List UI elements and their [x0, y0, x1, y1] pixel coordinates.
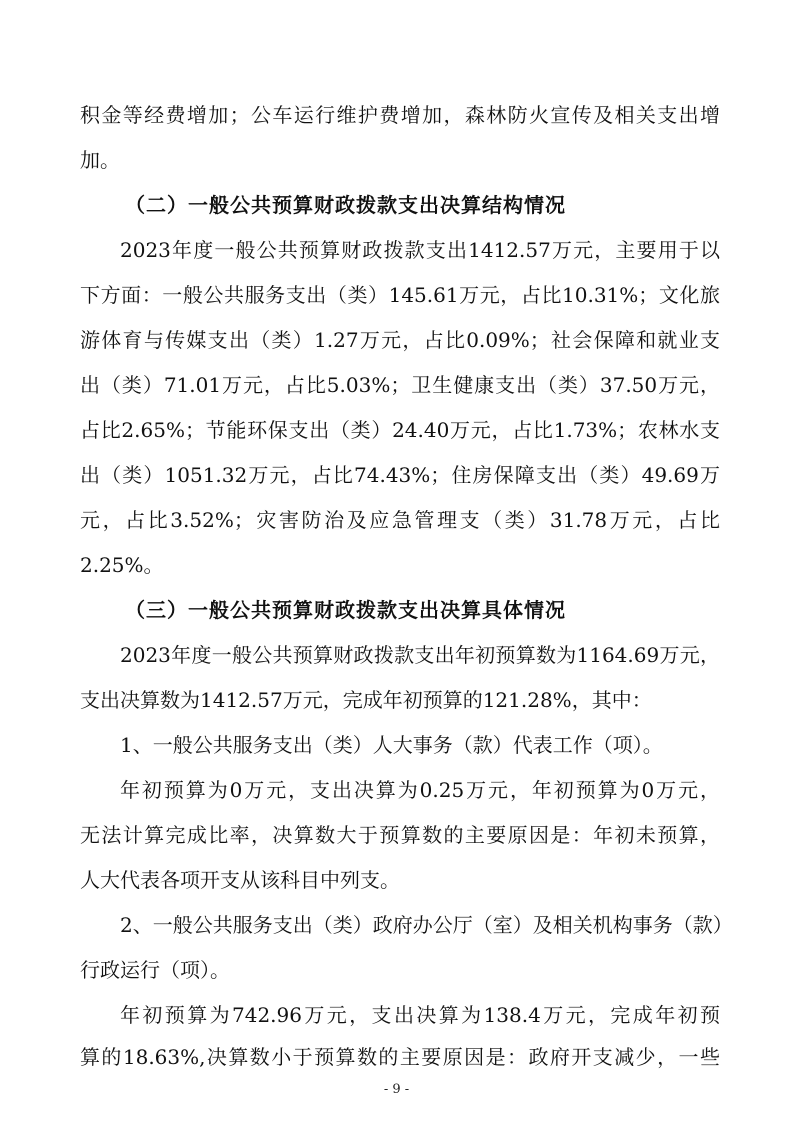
- item-heading-1: 1、一般公共服务支出（类）人大事务（款）代表工作（项）。: [120, 733, 663, 757]
- paragraph-line: 无法计算完成比率，决算数大于预算数的主要原因是：年初未预算，: [80, 823, 720, 847]
- paragraph-line: 游体育与传媒支出（类）1.27万元，占比0.09%；社会保障和就业支: [80, 328, 720, 352]
- item-heading-2: 2、一般公共服务支出（类）政府办公厅（室）及相关机构事务（款）: [120, 913, 733, 937]
- paragraph-line: 算的18.63%,决算数小于预算数的主要原因是：政府开支减少，一些: [80, 1045, 720, 1069]
- paragraph-line: 人大代表各项开支从该科目中列支。: [80, 868, 400, 892]
- paragraph-line: 出（类）1051.32万元，占比74.43%；住房保障支出（类）49.69万: [80, 463, 720, 487]
- paragraph-line: 加。: [80, 148, 120, 172]
- paragraph-line: 积金等经费增加；公车运行维护费增加，森林防火宣传及相关支出增: [80, 103, 720, 127]
- paragraph-line: 2023年度一般公共预算财政拨款支出1412.57万元，主要用于以: [120, 238, 720, 262]
- paragraph-line: 元，占比3.52%；灾害防治及应急管理支（类）31.78万元，占比: [80, 508, 720, 532]
- paragraph-line: 2.25%。: [80, 553, 164, 577]
- paragraph-line: 年初预算为0万元，支出决算为0.25万元，年初预算为0万元，: [120, 778, 720, 802]
- paragraph-line: 2023年度一般公共预算财政拨款支出年初预算数为1164.69万元，: [120, 643, 720, 667]
- section-heading-3: （三）一般公共预算财政拨款支出决算具体情况: [125, 598, 566, 622]
- paragraph-line: 出（类）71.01万元，占比5.03%；卫生健康支出（类）37.50万元，: [80, 373, 720, 397]
- section-heading-2: （二）一般公共预算财政拨款支出决算结构情况: [125, 193, 566, 217]
- paragraph-line: 下方面：一般公共服务支出（类）145.61万元，占比10.31%；文化旅: [80, 283, 720, 307]
- page-number: - 9 -: [383, 1082, 410, 1097]
- paragraph-line: 支出决算数为1412.57万元，完成年初预算的121.28%，其中：: [80, 688, 652, 712]
- paragraph-line: 占比2.65%；节能环保支出（类）24.40万元，占比1.73%；农林水支: [80, 418, 720, 442]
- paragraph-line: 年初预算为742.96万元，支出决算为138.4万元，完成年初预: [120, 1003, 720, 1027]
- paragraph-line: 行政运行（项）。: [80, 958, 230, 982]
